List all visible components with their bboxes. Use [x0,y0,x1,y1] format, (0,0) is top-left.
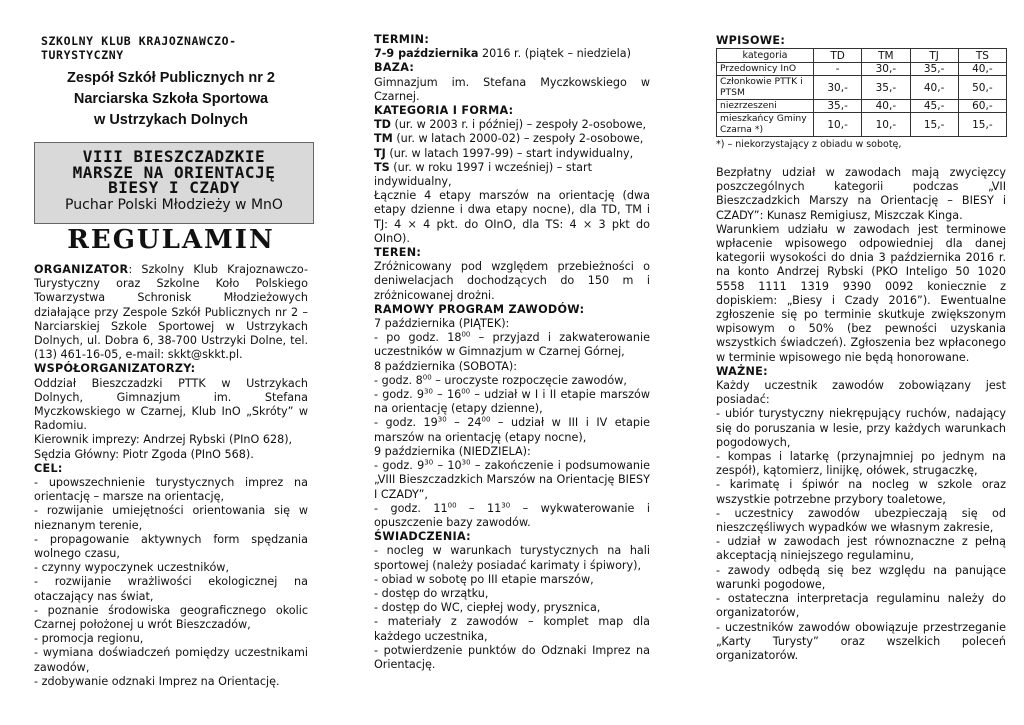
benefit-item: - nocleg w warunkach turystycznych na hali sportowej (należy posiadać karimaty i śpiwory), [374,544,650,572]
event-title-line: BIESY I CZADY [108,178,240,197]
category-text: (ur. w latach 2000-02) – zespoły 2-osobowe, [392,132,644,146]
benefit-item: - dostęp do WC, ciepłej wody, prysznica, [374,601,601,615]
program-day: 9 października (NIEDZIELA): [374,444,531,458]
document-title: REGULAMIN [67,225,275,255]
table-row [717,113,1007,137]
program-item: - godz. $19^{30} - 24^{00}$ – udział w III i IV etapie marszów na orientację (etapy nocne), [374,415,650,444]
program-item: - godz. $11^{00} - 11^{30}$ – wykwaterowanie i opuszczenie bazy zawodów. [374,500,650,529]
benefit-item: - potwierdzenie punktów do Odznaki Imprez na Orientację. [374,643,650,671]
table-cell: 15,- [958,113,1006,137]
goal-item: - poznanie środowiska geograficznego okolic Czarnej położonej u wrót Bieszczadów, [34,603,308,632]
table-cell: 30,- [862,63,910,76]
important-heading: WAŻNE: [716,364,768,378]
category-code: TM [374,132,393,146]
table-header: TM [862,49,910,63]
term-heading: TERMIN: [374,33,430,46]
table-cell: 40,- [958,63,1006,76]
table-cell: 10,- [862,113,910,137]
fee-table [716,48,1007,137]
program-item: - godz. $9^{30} - 10^{30}$ – zakończenie i podsumowanie „VIII Bieszczadzkich Marszów na Orientację BIESY I CZADY”, [374,458,650,501]
category-text: (ur. w 2003 r. i później) – zespoły 2-osobowe, [390,118,647,132]
school-line: Narciarska Szkoła Sportowa [73,91,269,107]
table-cell: 10,- [814,113,862,137]
goal-item: - rozwijanie wrażliwości ekologicznej na otaczający nas świat, [34,575,308,603]
school-line: Zespół Szkół Publicznych nr 2 [67,70,275,86]
terrain-heading: TEREN: [374,246,422,260]
table-row [717,63,1007,76]
category-code: TJ [374,146,386,160]
important-item: - ubiór turystyczny niekrępujący ruchów, nadający się do poruszania w lesie, przy każdych warunkach pogodowych, [716,407,1006,449]
organizer-text: Szkolny Klub Krajoznawczo-Turystyczny oraz Szkolne Koło Polskiego Towarzystwa Schronisk Młodzieżowych działające przy Zespole Szkół Publicznych nr 2 – Narciarskiej Szkole Sportowej w Ustrzykach Dolnych, ul. Dobra 6, 38-700 Ustrzyki Dolne, tel. (13) 461-16-05, e-mail: skkt@skkt.pl. [34,263,308,362]
table-cell: 30,- [814,76,862,100]
goal-item: - upowszechnienie turystycznych imprez na orientację – marsze na orientację, [34,476,308,504]
goal-item: - wymiana doświadczeń pomiędzy uczestnikami zawodów, [34,646,308,674]
table-cell: 35,- [910,63,958,76]
free-entry-text: Bezpłatny udział w zawodach mają zwycięzcy poszczególnych kategorii podczas „VII Bieszczadzkich Marszy na Orientację – BIESY i CZADY”: Kunasz Remigiusz, Miszczak Kinga. [716,166,1006,222]
category-text: (ur. w roku 1997 i wcześniej) – start indywidualny, [374,160,592,189]
table-cell: 60,- [958,100,1006,113]
table-header: kategoria [717,49,814,63]
event-title-box [34,142,314,224]
school-line: w Ustrzykach Dolnych [94,112,248,128]
director-text: Kierownik imprezy: Andrzej Rybski (PInO 628), [34,433,293,447]
goal-item: - promocja regionu, [34,632,144,646]
table-row [717,76,1007,100]
event-title-line: MARSZE NA ORIENTACJĘ [72,162,276,182]
important-item: - karimatę i śpiwór na nocleg w szkole oraz wszystkie potrzebne przybory toaletowe, [716,478,1006,506]
coorganizers-heading: WSPÓŁORGANIZATORZY: [34,362,196,376]
table-header: TD [814,49,862,63]
event-title-line: VIII BIESZCZADZKIE [82,147,266,166]
cup-subtitle: Puchar Polski Młodzieży w MnO [65,196,283,213]
goal-item: - propagowanie aktywnych form spędzania wolnego czasu, [34,532,308,561]
benefit-item: - dostęp do wrzątku, [374,586,489,600]
base-heading: BAZA: [374,61,415,75]
table-cell: mieszkańcy Gminy Czarna *) [717,113,814,137]
category-code: TD [374,118,391,132]
event-title [35,149,313,196]
table-header: TS [958,49,1006,63]
category-item [374,132,650,146]
program-item: - po godz. $18^{00}$ – przyjazd i zakwaterowanie uczestników w Gimnazjum w Czarnej Górnej, [374,330,650,359]
program-item: - godz. $9^{30} - 16^{00}$ – udział w I i II etapie marszów na orientację (etapy dzienne), [374,387,650,416]
fee-note: *) – niekorzystający z obiadu w sobotę, [716,139,902,150]
table-cell: Przedownicy InO [717,63,814,76]
category-item [374,118,650,132]
term-dates: 7-9 października [374,47,479,61]
term-rest: 2016 r. (piątek – niedziela) [478,47,631,61]
category-text: (ur. w latach 1997-99) – start indywidualny, [385,146,634,160]
club-name: SZKOLNY KLUB KRAJOZNAWCZO-TURYSTYCZNY [41,34,237,62]
program-item: - godz. $8^{00}$ – uroczyste rozpoczęcie zawodów, [374,373,627,387]
table-cell: 45,- [910,100,958,113]
table-cell: niezrzeszeni [717,100,814,113]
base-text: Gimnazjum im. Stefana Myczkowskiego w Czarnej. [374,75,650,103]
goal-heading: CEL: [34,461,63,475]
benefit-item: - obiad w sobotę po III etapie marszów, [374,572,594,586]
goal-item: - rozwijanie umiejętności orientowania się w nieznanym terenie, [34,504,308,532]
program-day: 8 października (SOBOTA): [374,359,518,373]
important-item: - uczestników zawodów obowiązuje przestrzeganie „Karty Turysty” oraz wszelkich poleceń organizatorów. [716,620,1006,662]
benefit-item: - materiały z zawodów – komplet map dla każdego uczestnika, [374,615,650,643]
important-intro: Każdy uczestnik zawodów zobowiązany jest posiadać: [716,379,1006,407]
category-code: TS [374,160,390,174]
table-cell: Członkowie PTTK i PTSM [717,76,814,100]
coorganizers-text: Oddział Bieszczadzki PTTK w Ustrzykach Dolnych, Gimnazjum im. Stefana Myczkowskiego w Czarnej, Klub InO „Skróty” w Radomiu. [34,376,308,433]
stages-text: Łącznie 4 etapy marszów na orientację (dwa etapy dzienne i dwa etapy nocne), dla TD, TM i TJ: 4 × 4 pkt. do OInO, dla TS: 4 × 3 pkt do OInO). [374,189,650,245]
table-cell: 35,- [814,100,862,113]
table-cell: 50,- [958,76,1006,100]
category-item [374,147,650,161]
goal-item: - czynny wypoczynek uczestników, [34,561,230,575]
column-fees [716,166,1006,663]
important-item: - ostateczna interpretacja regulaminu należy do organizatorów, [716,592,1006,620]
terrain-text: Zróżnicowany pod względem przebieżności o deniwelacjach dochodzących do 150 m i zróżnicowanej drożni. [374,260,650,302]
important-item: - zawody odbędą się bez względu na panujące warunki pogodowe, [716,563,1006,591]
judge-text: Sędzia Główny: Piotr Zgoda (PInO 568). [34,447,254,461]
table-cell: 35,- [862,76,910,100]
school-name [34,68,308,131]
goal-item: - zdobywanie odznaki Imprez na Orientację. [34,674,280,688]
table-cell: 15,- [910,113,958,137]
table-cell: 40,- [862,100,910,113]
category-item [374,161,650,189]
important-item: - kompas i latarkę (przynajmniej po jednym na zespół), kątomierz, linijkę, ołówek, strugaczkę, [716,450,1006,478]
table-header: TJ [910,49,958,63]
table-cell: - [814,63,862,76]
table-row [717,100,1007,113]
program-day: 7 października (PIĄTEK): [374,317,510,331]
fee-heading: WPISOWE: [716,34,786,47]
column-organizer: ORGANIZATOR: Szkolny Klub Krajoznawczo-Turystyczny oraz Szkolne Koło Polskiego Towarzystwa Schronisk Młodzieżowych działające przy Zespole Szkół Publicznych nr 2 – Narciarskiej Szkole Sportowej w Ustrzykach Dolnych, ul. Dobra 6, 38-700 Ustrzyki Dolne, tel. (13) 461-16-05, e-mail: skkt@skkt.pl. WSPÓŁORGANIZATORZY: Oddział Bieszczadzki PTTK w Ustrzykach Dolnych, Gimnazjum im. Stefana Myczkowskiego w Czarnej, Klub InO „Skróty” w Radomiu. Kierownik imprezy: Andrzej Rybski (PInO 628), Sędzia Główny: Piotr Zgoda (PInO 568). CEL: - upowszechnienie turystycznych imprez na orientację – marsze na orientację, - rozwijanie umiejętności orientowania się w nieznanym terenie, - propagowanie aktywnych form spędzania wolnego czasu, - czynny wypoczynek uczestników, - rozwijanie wrażliwości ekologicznej na otaczający nas świat, - poznanie środowiska geograficznego okolic Czarnej położonej u wrót Bieszczadów, - promocja regionu, - wymiana doświadczeń pomiędzy uczestnikami zawodów, - zdobywanie odznaki Imprez na Orientację. [34,263,308,688]
column-program [374,33,650,672]
important-item: - uczestnicy zawodów ubezpieczają się od nieszczęśliwych wypadków we własnym zakresie, [716,506,1006,535]
benefits-heading: ŚWIADCZENIA: [374,530,471,544]
important-item: - udział w zawodach jest równoznaczne z pełną akceptacją niniejszego regulaminu, [716,535,1006,563]
payment-condition-text: Warunkiem udziału w zawodach jest terminowe wpłacenie wpisowego odpowiedniej dla danej kategorii wysokości do dnia 3 października 2016 r. na konto Andrzej Rybski (PKO Inteligo 50 1020 5558 1111 1319 9390 0092 koniecznie z dopiskiem: „Biesy i Czady 2016”). Ewentualne zgłoszenie się po terminie skutkuje zwiększonym wpisowym o 50% (bez pewności uzyskania wszystkich świadczeń). Zgłoszenia bez wpłaconego w terminie wpisowego nie będą honorowane. [716,222,1006,364]
category-heading: KATEGORIA I FORMA: [374,104,514,118]
table-header-row [717,49,1007,63]
program-heading: RAMOWY PROGRAM ZAWODÓW: [374,302,585,316]
organizer-heading: ORGANIZATOR [34,263,129,276]
table-cell: 40,- [910,76,958,100]
